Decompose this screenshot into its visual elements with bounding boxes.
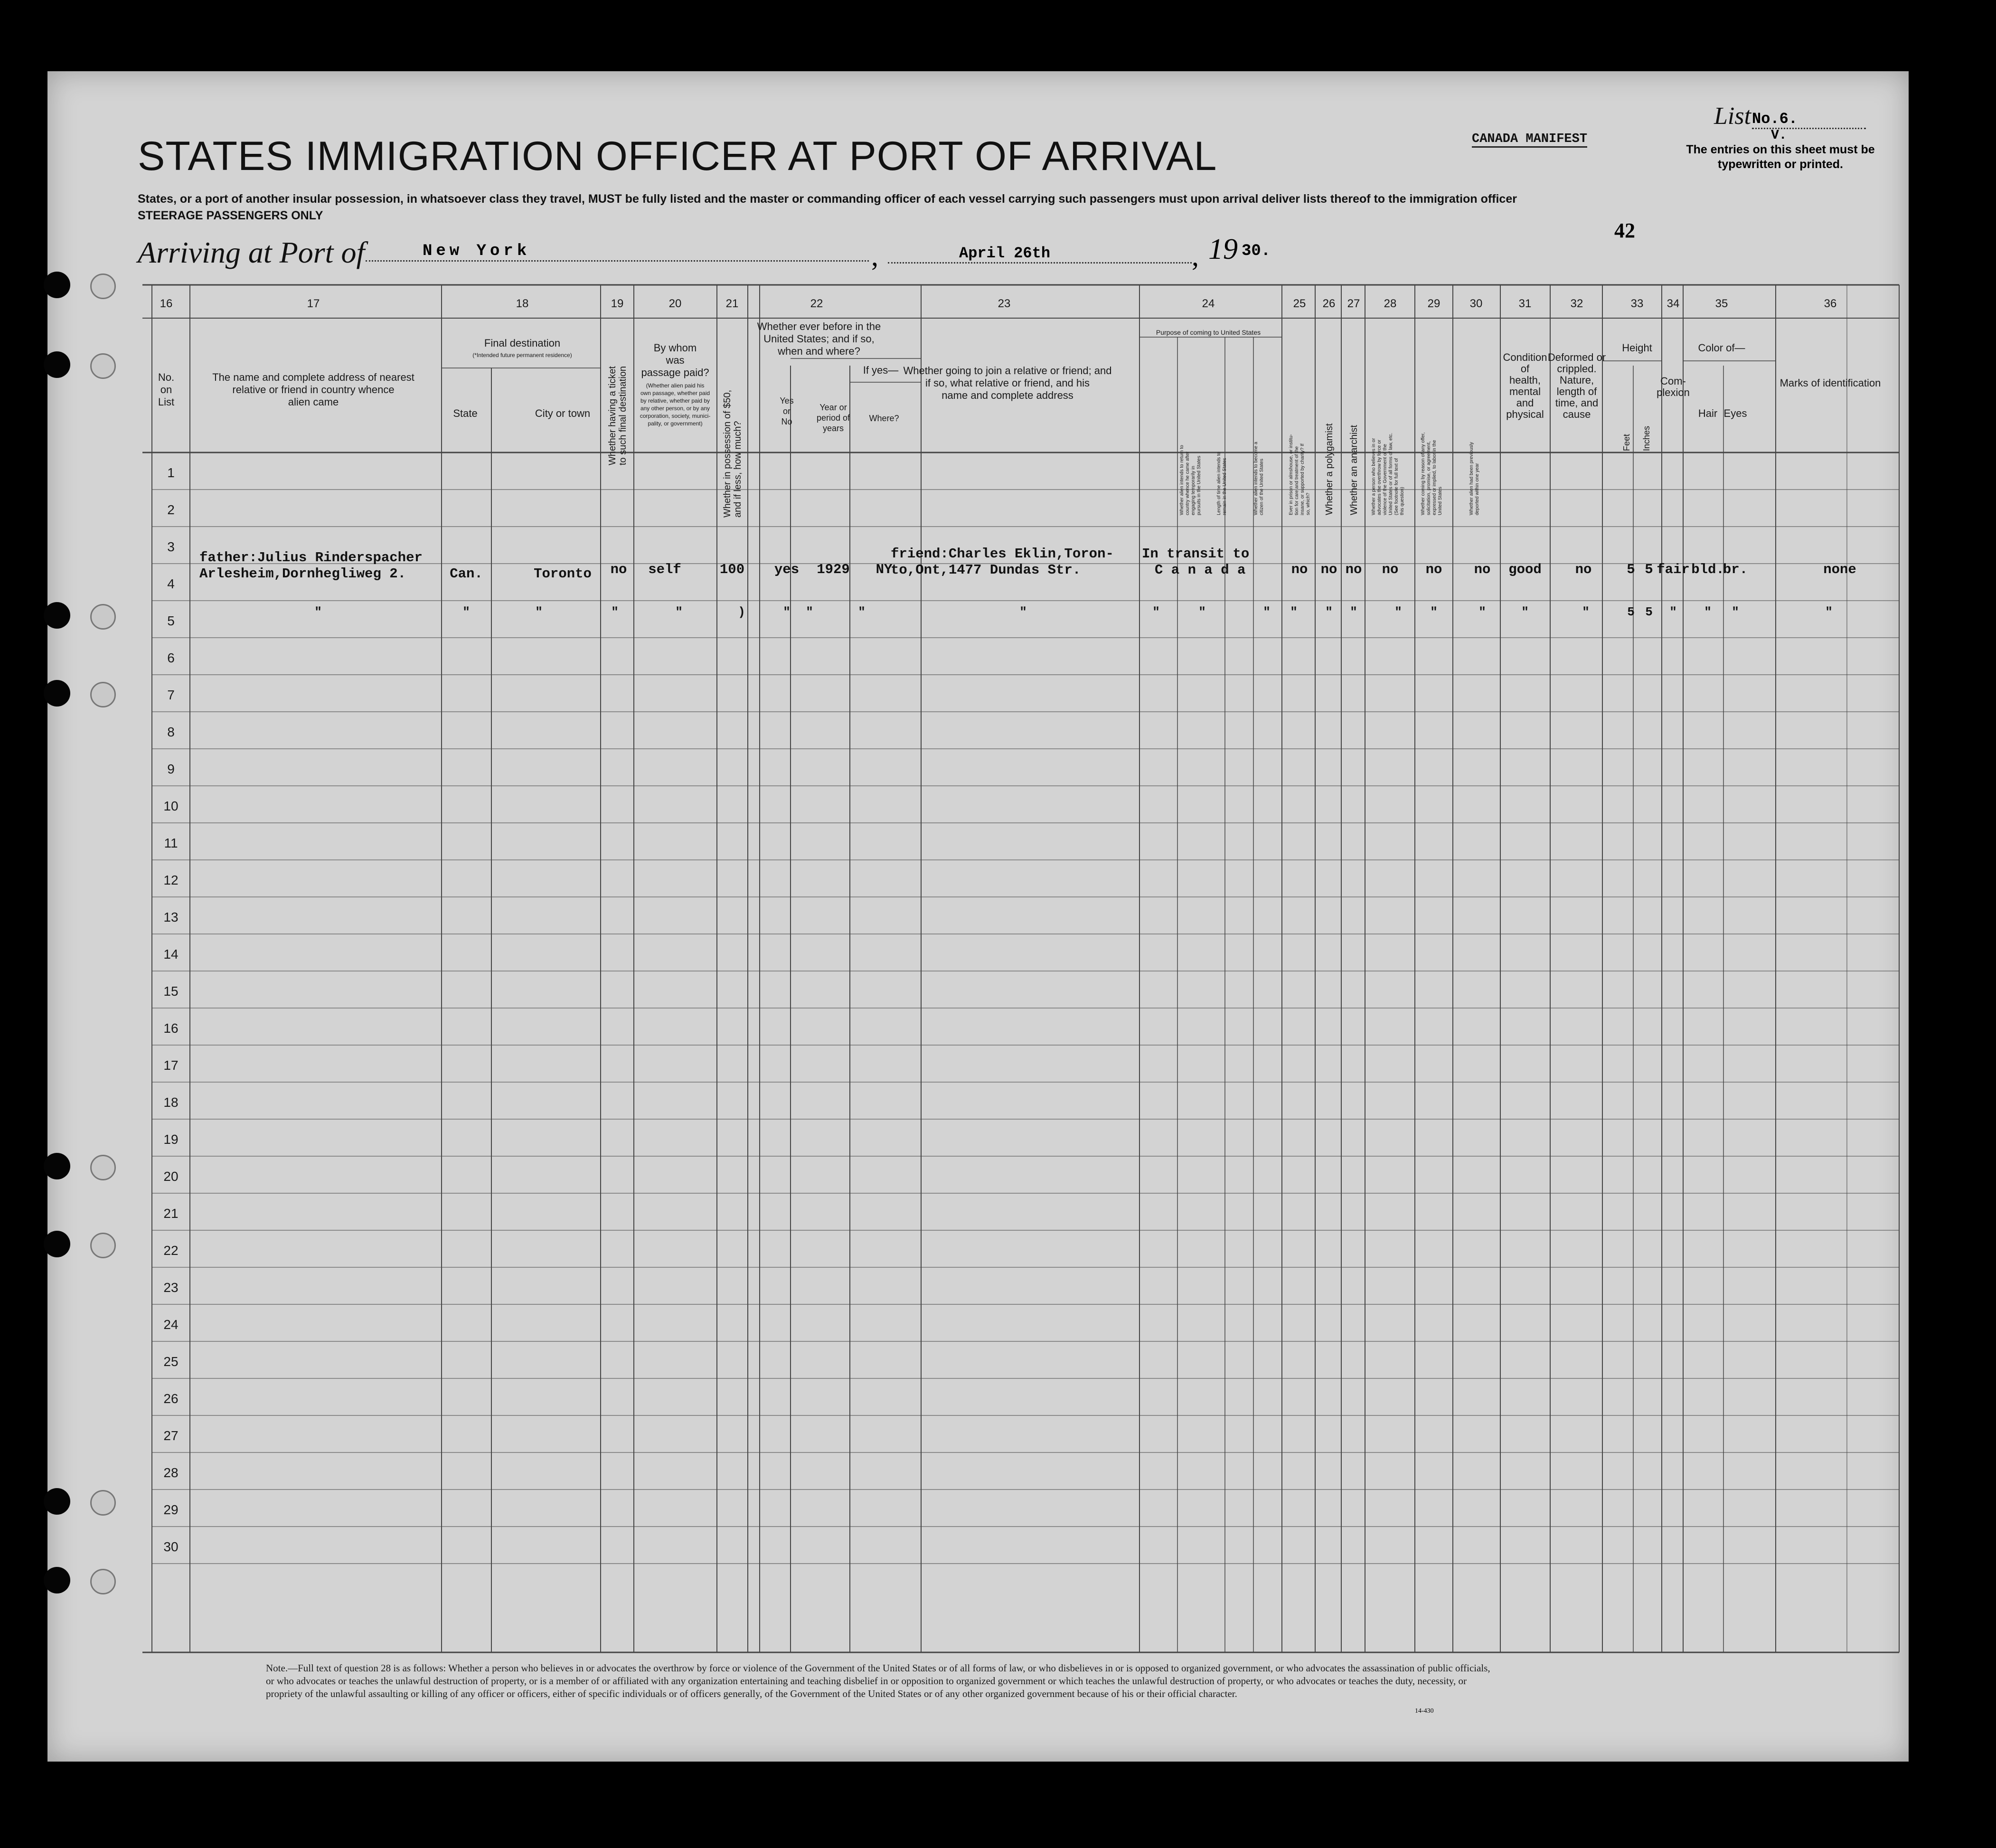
form-title: STATES IMMIGRATION OFFICER AT PORT OF ARRIVAL [138, 133, 1217, 179]
hdr-16-l1: No. [158, 371, 175, 383]
r1-purpose-l1: In transit to [1142, 546, 1250, 562]
r2-ditto-paid: " [675, 605, 683, 619]
hdr-28-l4: United States or of all forms of law, etc. [1388, 433, 1393, 515]
row-number: 26 [163, 1391, 179, 1406]
row-number: 18 [163, 1095, 179, 1110]
list-suffix: V. [1771, 128, 1787, 143]
r1-q30: no [1474, 562, 1491, 577]
col-num-25: 25 [1293, 297, 1306, 310]
binder-hole-icon [44, 1231, 70, 1257]
hdr-31-l5: and [1516, 397, 1534, 409]
col-num-34: 34 [1666, 297, 1680, 310]
row-numbers [163, 465, 178, 1554]
row-number: 3 [167, 539, 175, 554]
hdr-18-l1: Final destination [484, 337, 561, 349]
col-num-24: 24 [1202, 297, 1215, 310]
r1-state: Can. [450, 566, 483, 582]
r1-feet: 5 [1627, 562, 1635, 577]
col-num-36: 36 [1824, 297, 1837, 310]
hdr-22-where: Where? [869, 414, 899, 423]
col-num-33: 33 [1630, 297, 1644, 310]
r1-prison: no [1291, 562, 1308, 577]
hdr-32-l3: Nature, [1559, 374, 1594, 386]
row-number: 5 [167, 613, 175, 628]
hdr-22-yes: Yes [780, 396, 794, 405]
r1-q29: no [1425, 562, 1442, 577]
hdr-25-l3: insane, or supported by charity? If [1300, 443, 1305, 515]
binder-hole-icon [44, 351, 70, 378]
form-subtitle: States, or a port of another insular possession, in whatsoever class they travel, MUST be fully listed and the master or commanding officer of each vessel carrying such passengers must upon arrival deliver lists thereof to the immigration officer [138, 192, 1517, 206]
hdr-18-l2: (*Intended future permanent residence) [472, 352, 572, 358]
row-number: 6 [167, 651, 175, 665]
r2-ditto-prison: " [1290, 605, 1298, 619]
r1-anarchist: no [1345, 562, 1362, 577]
r1-marks: none [1823, 562, 1856, 577]
r1-ticket: no [610, 562, 627, 577]
hdr-22-or: or [782, 406, 791, 416]
hdr-24-c1: Whether alien intends to become a [1253, 442, 1259, 515]
binder-ring-icon [90, 1569, 116, 1594]
r1-deformed: no [1575, 562, 1592, 577]
r2-ditto-eyes: " [1732, 605, 1739, 619]
entry-row-2 [314, 605, 1833, 619]
hdr-17-l1: The name and complete address of nearest [212, 371, 414, 383]
hdr-35-eyes: Eyes [1723, 407, 1747, 419]
r1-health: good [1508, 562, 1542, 577]
r2-ditto-join: " [1019, 605, 1027, 619]
row-number: 13 [163, 910, 179, 924]
r2-ditto-health: " [1521, 605, 1529, 619]
row-number: 10 [163, 799, 179, 813]
hdr-22-year-l1: Year or [819, 403, 847, 412]
col-num-31: 31 [1518, 297, 1532, 310]
row-number: 24 [163, 1317, 179, 1332]
hdr-21-l2: and if less, how much? [733, 421, 743, 518]
year-suffix: 30. [1242, 242, 1271, 260]
hdr-29-l4: United States [1438, 486, 1443, 515]
hdr-19-l1: Whether having a ticket [607, 366, 618, 465]
r1-city: Toronto [534, 566, 592, 582]
binder-ring-icon [90, 1155, 116, 1180]
hdr-17-l3: alien came [288, 396, 339, 408]
row-number: 22 [163, 1243, 179, 1258]
hdr-33-feet: Feet [1622, 434, 1631, 451]
row-number: 27 [163, 1428, 179, 1443]
binder-hole-icon [44, 602, 70, 629]
hdr-28-l1: Whether a person who believes in or [1371, 438, 1376, 515]
hdr-24-a2: country whence he came after [1185, 452, 1190, 515]
col-num-27: 27 [1347, 297, 1360, 310]
hdr-22-l3: when and where? [778, 345, 860, 357]
row-number: 14 [163, 947, 179, 962]
hdr-24-a4: pursuits in the United States [1196, 455, 1202, 515]
manifest-table [47, 71, 1909, 1762]
r2-money: ) [738, 605, 745, 619]
r2-ditto-q29: " [1430, 605, 1438, 619]
hdr-35-title: Color of— [1698, 342, 1745, 354]
binder-ring-icon [90, 682, 116, 707]
binder-hole-icon [44, 1153, 70, 1179]
r2-ditto-deformed: " [1582, 605, 1590, 619]
hdr-34-l2: plexion [1657, 387, 1690, 398]
hdr-16-l3: List [158, 396, 175, 408]
r1-inches: 5 [1645, 562, 1653, 577]
hdr-17-l2: relative or friend in country whence [232, 384, 395, 396]
binder-hole-icon [44, 1567, 70, 1593]
row-number: 4 [167, 576, 175, 591]
r1-relative-l1: father:Julius Rinderspacher [199, 550, 423, 566]
row-number: 28 [163, 1465, 179, 1480]
hdr-33-inches: Inches [1642, 425, 1651, 451]
col-num-23: 23 [998, 297, 1011, 310]
hdr-22-year-l3: years [822, 424, 844, 433]
r2-ditto-complexion: " [1669, 605, 1677, 619]
col-num-19: 19 [611, 297, 624, 310]
hdr-29-l2: solicitation, promise, or agreement, [1426, 441, 1431, 515]
r1-before: yes [774, 562, 800, 577]
col-num-17: 17 [307, 297, 320, 310]
r2-ditto-relative: " [314, 605, 322, 619]
year-prefix: 19 [1208, 233, 1238, 265]
column-headers [158, 321, 1881, 518]
hdr-28-l2: advocates the overthrow by force or [1377, 440, 1382, 515]
r2-ditto-marks: " [1825, 605, 1833, 619]
hdr-30-l1: Whether alien had been previously [1469, 442, 1474, 515]
col-num-35: 35 [1715, 297, 1728, 310]
binder-hole-icon [44, 680, 70, 707]
hdr-32-l5: time, and [1555, 397, 1599, 409]
hdr-32-l6: cause [1563, 408, 1591, 420]
hdr-28-l5: (See footnote for full text of [1394, 458, 1399, 515]
hdr-22-no: No [781, 417, 792, 426]
row-number: 8 [167, 725, 175, 739]
r2-ditto-q28: " [1394, 605, 1402, 619]
footnote: Note.—Full text of question 28 is as follows: Whether a person who believes in or advocates the overthrow by force or violence of the Government of the United States or of all forms of law, or who disbelieves in or is opposed to organized government, or who advocates the assassination of public officials, or who advocates or teaches the unlawful destruction of property, or is a member of or affiliated with any organization entertaining and teaching disbelief in or opposition to organized government or which teaches the unlawful destruction of property, or who advocates or teaches the duty, necessity, or propriety of the unlawful assaulting or killing of any officer or officers, either of specific individuals or of officers generally, of the Government of the United States or of any other organized government because of his or their official character. [266, 1662, 1490, 1699]
binder-ring-icon [90, 604, 116, 630]
r1-year: 1929 [817, 562, 850, 577]
r2-ditto-where: " [858, 605, 866, 619]
hdr-25-l1: Ever in prison or almshouse, or institu- [1289, 434, 1294, 515]
row-number: 15 [163, 984, 179, 999]
hdr-25-l4: so, which? [1306, 492, 1311, 515]
hdr-31-l6: physical [1506, 408, 1544, 420]
row-number: 29 [163, 1502, 179, 1517]
hdr-24-b2: remain in the United States [1222, 458, 1227, 515]
r2-ditto-purpose-c: " [1263, 605, 1271, 619]
r1-q28: no [1382, 562, 1399, 577]
hdr-31-l1: Condition [1503, 351, 1547, 363]
row-number: 9 [167, 762, 175, 776]
r1-hair: bld. [1691, 562, 1724, 577]
hdr-22-l2: United States; and if so, [763, 333, 875, 345]
arriving-label: Arriving at Port of [138, 236, 365, 269]
hdr-22-ifyes: If yes— [863, 364, 899, 376]
port-field: New York [366, 242, 869, 262]
form-number: 14-430 [1415, 1707, 1434, 1715]
manifest-sheet [47, 71, 1909, 1762]
entries-note: The entries on this sheet must be typewritten or printed. [1686, 143, 1875, 171]
binder-ring-icon [90, 273, 116, 299]
r2-ditto-purpose-b: " [1198, 605, 1206, 619]
hdr-29-l3: expressed or implied, to labor in the [1432, 440, 1437, 515]
r2-ditto-purpose-a: " [1152, 605, 1160, 619]
hdr-20-l1: By whom [653, 342, 697, 354]
hdr-20-s2: own passage, whether paid [640, 390, 710, 396]
comma-glyph: , [871, 240, 878, 272]
hdr-20-l2: was [666, 354, 685, 366]
comma-glyph: , [1192, 240, 1199, 272]
r1-money: 100 [719, 562, 745, 577]
hdr-32-l2: crippled. [1557, 363, 1597, 375]
r1-join-l2: to,Ont,1477 Dundas Str. [891, 562, 1081, 578]
hdr-22-year-l2: period of [816, 413, 850, 423]
row-number: 12 [163, 873, 179, 887]
hdr-33-title: Height [1622, 342, 1652, 354]
hdr-24-b1: Length of time alien intends to [1216, 452, 1222, 515]
hdr-21-l1: Whether in possession of $50, [722, 389, 733, 518]
r1-paid-by: self [648, 562, 681, 577]
col-num-20: 20 [668, 297, 682, 310]
hdr-20-l3: passage paid? [641, 367, 709, 378]
list-number: No.6. [1752, 110, 1866, 129]
hdr-24-title: Purpose of coming to United States [1156, 329, 1261, 336]
hdr-24-a1: Whether alien intends to return to [1179, 445, 1185, 515]
hdr-19-l2: to such final destination [618, 366, 628, 465]
r2-ditto-year: " [806, 605, 813, 619]
hdr-32-l1: Deformed or [1547, 351, 1606, 363]
hdr-30-l2: deported within one year [1475, 463, 1480, 515]
row-number: 7 [167, 688, 175, 702]
r2-feet: 5 [1627, 605, 1635, 619]
hdr-28-l3: violence of the Government of the [1383, 443, 1388, 515]
hdr-20-s6: pality, or government) [648, 420, 703, 427]
col-num-28: 28 [1384, 297, 1397, 310]
steerage-label: STEERAGE PASSENGERS ONLY [138, 209, 323, 222]
hdr-24-a3: engaging temporarily in [1191, 466, 1196, 515]
hdr-18-state: State [453, 407, 478, 419]
col-num-30: 30 [1469, 297, 1483, 310]
r2-ditto-q30: " [1478, 605, 1486, 619]
binder-ring-icon [90, 1490, 116, 1516]
row-number: 19 [163, 1132, 179, 1147]
r2-inches: 5 [1645, 605, 1653, 619]
binder-ring-icon [90, 353, 116, 379]
hdr-29-l1: Whether coming by reason of any offer, [1421, 432, 1426, 515]
r2-ditto-ticket: " [611, 605, 619, 619]
hdr-31-l2: of [1520, 363, 1530, 375]
hdr-34-l1: Com- [1660, 375, 1686, 387]
hdr-20-s3: by relative, whether paid by [640, 397, 710, 404]
hdr-31-l3: health, [1509, 374, 1541, 386]
binder-hole-icon [44, 1488, 70, 1515]
hdr-23-l3: name and complete address [942, 389, 1073, 401]
hdr-20-s4: any other person, or by any [640, 405, 710, 412]
hdr-28-l6: this question) [1400, 487, 1405, 515]
column-numbers [160, 297, 1837, 310]
hdr-25-l2: tion for care and treatment of the [1294, 446, 1299, 515]
col-num-18: 18 [516, 297, 529, 310]
r2-ditto-before: " [783, 605, 791, 619]
row-number: 30 [163, 1539, 179, 1554]
col-num-16: 16 [160, 297, 173, 310]
hdr-32-l4: length of [1556, 386, 1597, 397]
r1-complexion: fair [1657, 562, 1690, 577]
canada-manifest-label: CANADA MANIFEST [1472, 132, 1587, 148]
col-num-32: 32 [1570, 297, 1583, 310]
list-label: List [1714, 103, 1751, 130]
binder-ring-icon [90, 1233, 116, 1258]
col-num-21: 21 [725, 297, 739, 310]
hdr-36: Marks of identification [1779, 377, 1881, 389]
col-num-29: 29 [1427, 297, 1441, 310]
r2-ditto-polygamist: " [1325, 605, 1333, 619]
r2-ditto-state: " [462, 605, 470, 619]
row-number: 25 [163, 1354, 179, 1369]
r1-join-l1: friend:Charles Eklin,Toron- [891, 546, 1114, 562]
row-number: 17 [163, 1058, 179, 1073]
r1-purpose-l2: C a n a d a [1155, 562, 1246, 578]
row-number: 20 [163, 1169, 179, 1184]
hdr-31-l4: mental [1509, 386, 1541, 397]
hdr-24-c2: citizen of the United States [1259, 459, 1264, 515]
hdr-23-l2: if so, what relative or friend, and his [925, 377, 1090, 389]
r2-ditto-anarchist: " [1350, 605, 1357, 619]
r1-eyes: br. [1723, 562, 1748, 577]
hdr-20-s5: corporation, society, munici- [640, 413, 711, 419]
binder-hole-icon [44, 272, 70, 298]
hdr-23-l1: Whether going to join a relative or friend; and [903, 365, 1112, 377]
row-number: 1 [167, 465, 175, 480]
hdr-16-l2: on [160, 384, 172, 396]
row-number: 11 [164, 836, 178, 850]
row-number: 23 [163, 1280, 179, 1295]
col-num-22: 22 [810, 297, 823, 310]
row-number: 16 [163, 1021, 179, 1036]
col-num-26: 26 [1322, 297, 1336, 310]
hdr-22-l1: Whether ever before in the [757, 321, 881, 332]
row-number: 2 [167, 502, 175, 517]
page-number: 42 [1614, 219, 1635, 242]
r1-relative-l2: Arlesheim,Dornhegliweg 2. [199, 566, 406, 582]
r2-ditto-hair: " [1704, 605, 1712, 619]
hdr-18-city: City or town [535, 407, 591, 419]
row-number: 21 [163, 1206, 179, 1221]
hdr-35-hair: Hair [1698, 407, 1718, 419]
hdr-27: Whether an anarchist [1349, 424, 1359, 515]
r2-ditto-city: " [535, 605, 543, 619]
hdr-26: Whether a polygamist [1324, 423, 1335, 515]
date-field: April 26th [888, 245, 1192, 264]
r1-where: NY [876, 562, 893, 577]
r1-polygamist: no [1320, 562, 1337, 577]
hdr-20-s1: (Whether alien paid his [646, 382, 705, 389]
